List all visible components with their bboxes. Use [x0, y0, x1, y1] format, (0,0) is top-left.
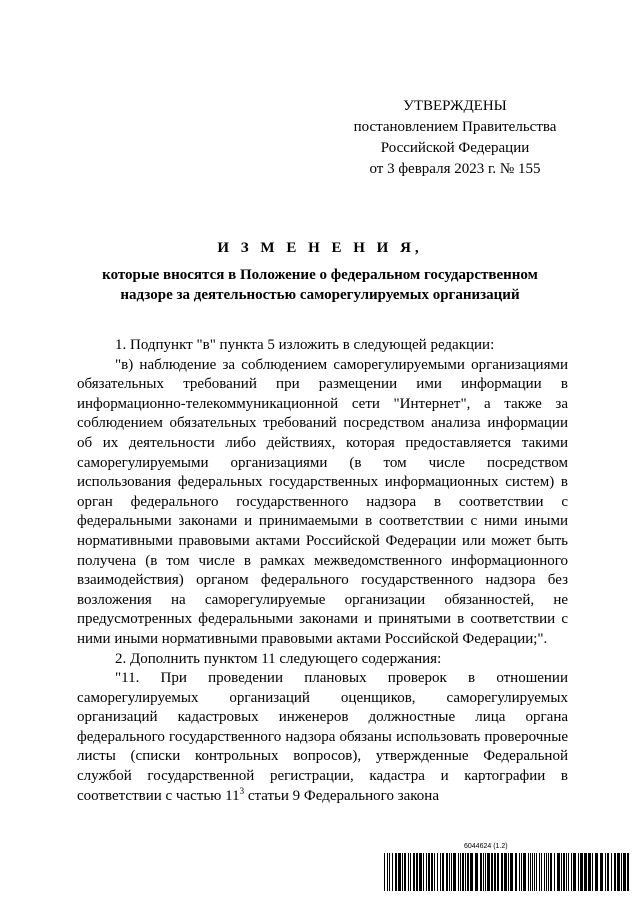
- approval-line-3: от 3 февраля 2023 г. № 155: [369, 161, 541, 177]
- paragraph-2: "в) наблюдение за соблюдением саморегулируемыми организациями обязательных требований при размещении ими информации в информационно-телекоммуникационной сети "Интернет", а также за соблюдением обязательных требований посредством анализа информации об их деятельности либо действиях, которая предоставляется такими саморегулируемыми организациями (в том числе посредством использования федеральных государственных информационных систем) в орган федерального государственного надзора в соответствии с федеральными законами и принимаемыми в соответствии с ними иными нормативными правовыми актами Российской Федерации или может быть получена (в том числе в рамках межведомственного информационного взаимодействия) органом федерального государственного надзора без возложения на саморегулируемые организации обязанностей, не предусмотренных федеральными законами и принятыми в соответствии с ними иными нормативными правовыми актами Российской Федерации;".: [77, 356, 568, 647]
- paragraph-3: 2. Дополнить пунктом 11 следующего содержания:: [115, 650, 442, 667]
- paragraph-4-tail: статьи 9 Федерального закона: [244, 787, 439, 804]
- barcode-icon: [384, 853, 630, 891]
- document-title: И З М Е Н Е Н И Я,: [217, 240, 423, 256]
- approval-line-2: Российской Федерации: [380, 140, 530, 156]
- document-body: [77, 336, 568, 806]
- paragraph-4-text: "11. При проведении плановых проверок в отношении саморегулируемых организаций оценщиков, саморегулируемых организаций кадастровых инженеров должностные лица органа федерального государственного надзора обязаны использовать проверочные листы (списки контрольных вопросов), утвержденные Федеральной службой государственной регистрации, кадастра и картографии в соответствии с частью 11: [77, 670, 568, 804]
- approval-heading: УТВЕРЖДЕНЫ: [403, 98, 507, 114]
- paragraph-4: [77, 669, 568, 806]
- paragraph-1: 1. Подпункт "в" пункта 5 изложить в следующей редакции:: [115, 337, 495, 353]
- barcode-number: 6044624 (1.2): [464, 843, 508, 850]
- document-subtitle: которые вносятся в Положение о федеральном государственном надзоре за деятельностью саморегулируемых организаций: [102, 267, 538, 303]
- paragraph-4-superscript: 3: [239, 785, 245, 796]
- approval-line-1: постановлением Правительства: [353, 119, 557, 135]
- document-barcode: [384, 843, 630, 893]
- approval-block: [340, 96, 570, 180]
